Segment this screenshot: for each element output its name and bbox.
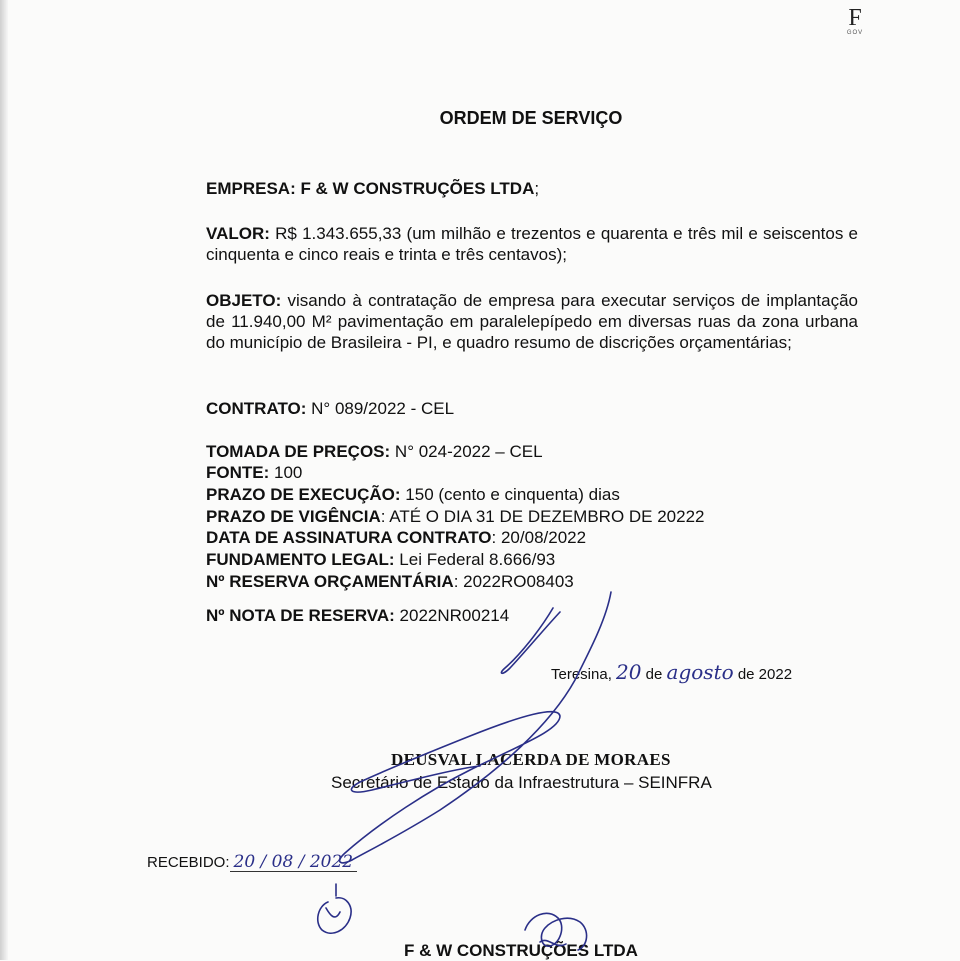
prazo-vigencia-line <box>206 506 705 527</box>
prazo-execucao-value: 150 (cento e cinquenta) dias <box>400 485 620 504</box>
empresa-label: EMPRESA: F & W CONSTRUÇÕES LTDA <box>206 179 535 198</box>
initials-circle <box>318 884 351 933</box>
empresa-tail: ; <box>534 179 540 198</box>
corner-logo-text: GOV <box>846 30 864 36</box>
received-line <box>147 853 357 872</box>
data-assinatura-label: DATA DE ASSINATURA CONTRATO <box>206 528 492 547</box>
fundamento-label: FUNDAMENTO LEGAL: <box>206 550 395 569</box>
valor-paragraph <box>206 223 858 265</box>
contrato-value: N° 089/2022 - CEL <box>306 399 455 418</box>
tomada-label: TOMADA DE PREÇOS: <box>206 442 391 461</box>
contrato-label: CONTRATO: <box>206 399 307 418</box>
nota-reserva-label: Nº NOTA DE RESERVA: <box>206 606 395 625</box>
prazo-execucao-label: PRAZO DE EXECUÇÃO: <box>206 485 401 504</box>
corner-logo <box>840 6 870 37</box>
signatory-name: DEUSVAL LACERDA DE MORAES <box>391 750 671 769</box>
fundamento-line <box>206 549 555 570</box>
place-date-line <box>551 660 792 684</box>
received-date: 20 / 08 / 2022 <box>230 853 358 872</box>
valor-label: VALOR: <box>206 224 270 243</box>
handwritten-month: agosto <box>666 660 734 684</box>
prazo-execucao-line <box>206 484 620 505</box>
company-footer: F & W CONSTRUÇÕES LTDA <box>404 941 638 960</box>
prazo-vigencia-label: PRAZO DE VIGÊNCIA <box>206 507 381 526</box>
date-de-1: de <box>645 666 663 683</box>
objeto-paragraph <box>206 290 858 353</box>
received-label: RECEBIDO: <box>147 854 230 871</box>
nota-reserva-line <box>206 605 509 626</box>
page-edge-shadow <box>0 0 8 960</box>
nota-reserva-value: 2022NR00214 <box>394 606 510 625</box>
reserva-orcamentaria-line <box>206 571 574 592</box>
prazo-vigencia-value: : ATÉ O DIA 31 DE DEZEMBRO DE 20222 <box>380 507 705 526</box>
tomada-value: N° 024-2022 – CEL <box>390 442 543 461</box>
tomada-line <box>206 441 543 462</box>
document-title: ORDEM DE SERVIÇO <box>439 108 623 128</box>
fonte-value: 100 <box>269 463 303 482</box>
data-assinatura-value: : 20/08/2022 <box>491 528 587 547</box>
date-de-2: de 2022 <box>737 666 793 683</box>
reserva-orcamentaria-value: : 2022RO08403 <box>453 572 574 591</box>
signatory-role: Secretário de Estado da Infraestrutura – SEINFRA <box>331 773 712 792</box>
empresa-line <box>206 178 858 199</box>
fonte-label: FONTE: <box>206 463 270 482</box>
place: Teresina, <box>551 666 612 683</box>
valor-text: R$ 1.343.655,33 (um milhão e trezentos e quarenta e três mil e seiscentos e cinquenta e cinco reais e trinta e três centavos); <box>206 224 858 264</box>
signature-long-stroke <box>340 592 611 863</box>
fundamento-value: Lei Federal 8.666/93 <box>394 550 556 569</box>
corner-logo-letter: F <box>848 5 862 31</box>
handwritten-day: 20 <box>616 660 642 684</box>
reserva-orcamentaria-label: Nº RESERVA ORÇAMENTÁRIA <box>206 572 454 591</box>
contrato-line <box>206 398 454 419</box>
fonte-line <box>206 462 302 483</box>
objeto-text: visando à contratação de empresa para executar serviços de implantação de 11.940,00 M² pavimentação em paralelepípedo em diversas ruas da zona urbana do município de Brasileira - PI, e quadro resumo de discrições orçamentárias; <box>206 291 858 352</box>
objeto-label: OBJETO: <box>206 291 282 310</box>
data-assinatura-line <box>206 527 586 548</box>
